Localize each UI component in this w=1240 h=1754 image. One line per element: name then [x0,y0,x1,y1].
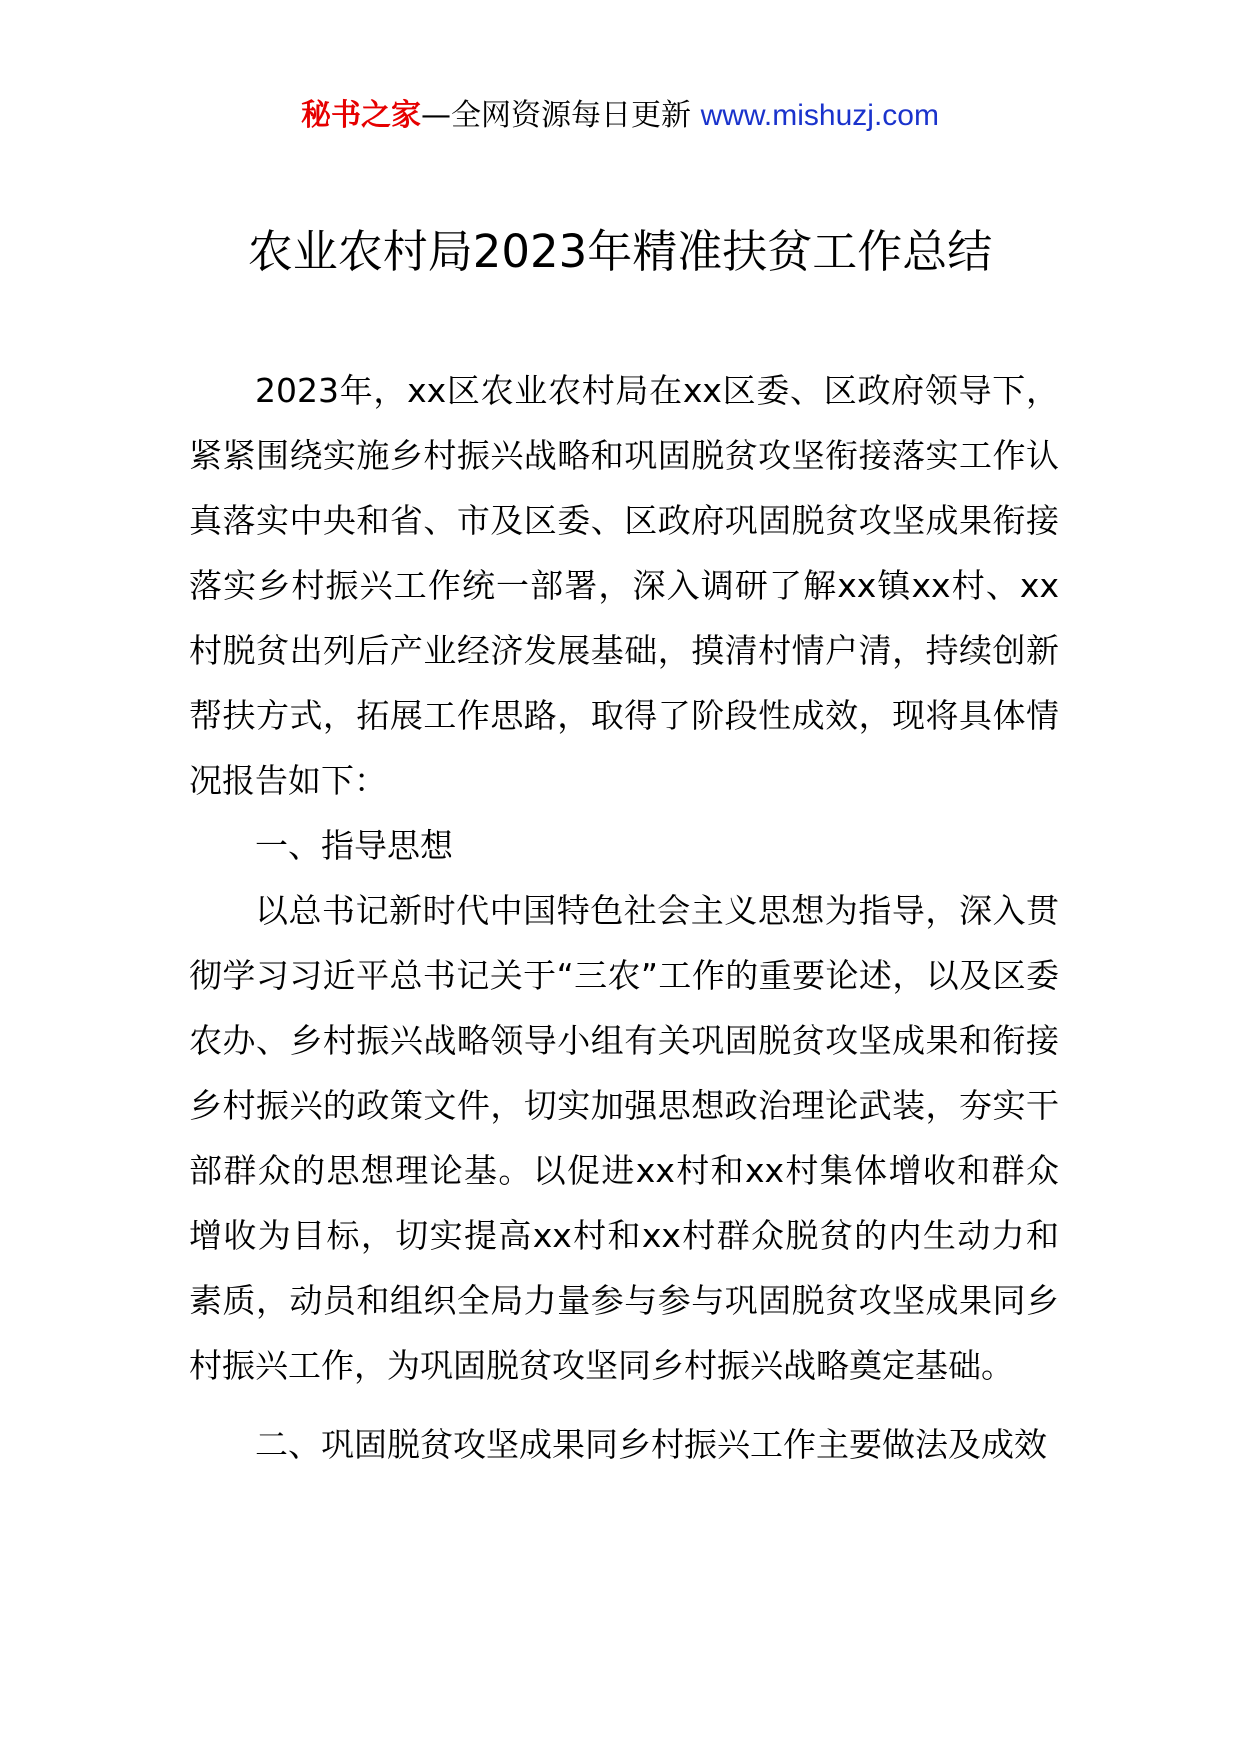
intro-paragraph: 2023年，xx区农业农村局在xx区委、区政府领导下，紧紧围绕实施乡村振兴战略和巩固脱贫攻坚衔接落实工作认真落实中央和省、市及区委、区政府巩固脱贫攻坚成果衔接落实乡村振兴工作统一部署，深入调研了解xx镇xx村、xx村脱贫出列后产业经济发展基础，摸清村情户清，持续创新帮扶方式，拓展工作思路，取得了阶段性成效，现将具体情况报告如下： [189,371,1059,800]
site-url[interactable]: www.mishuzj.com [700,99,939,132]
document-body [189,358,1059,1477]
guiding-thought-paragraph: 以总书记新时代中国特色社会主义思想为指导，深入贯彻学习习近平总书记关于“三农”工作的重要论述，以及区委农办、乡村振兴战略领导小组有关巩固脱贫攻坚成果和衔接乡村振兴的政策文件，切实加强思想政治理论武装，夯实干部群众的思想理论基。以促进xx村和xx村集体增收和群众增收为目标，切实提高xx村和xx村群众脱贫的内生动力和素质，动员和组织全局力量参与参与巩固脱贫攻坚成果同乡村振兴工作，为巩固脱贫攻坚同乡村振兴战略奠定基础。 [189,891,1059,1385]
document-title: 农业农村局2023年精准扶贫工作总结 [247,225,993,278]
site-header [0,96,1240,136]
section-heading-measures: 二、巩固脱贫攻坚成果同乡村振兴工作主要做法及成效 [255,1425,1047,1464]
header-tagline: —全网资源每日更新 [421,98,701,133]
brand-name: 秘书之家 [301,98,422,133]
section-heading-guiding-thought: 一、指导思想 [255,826,453,865]
